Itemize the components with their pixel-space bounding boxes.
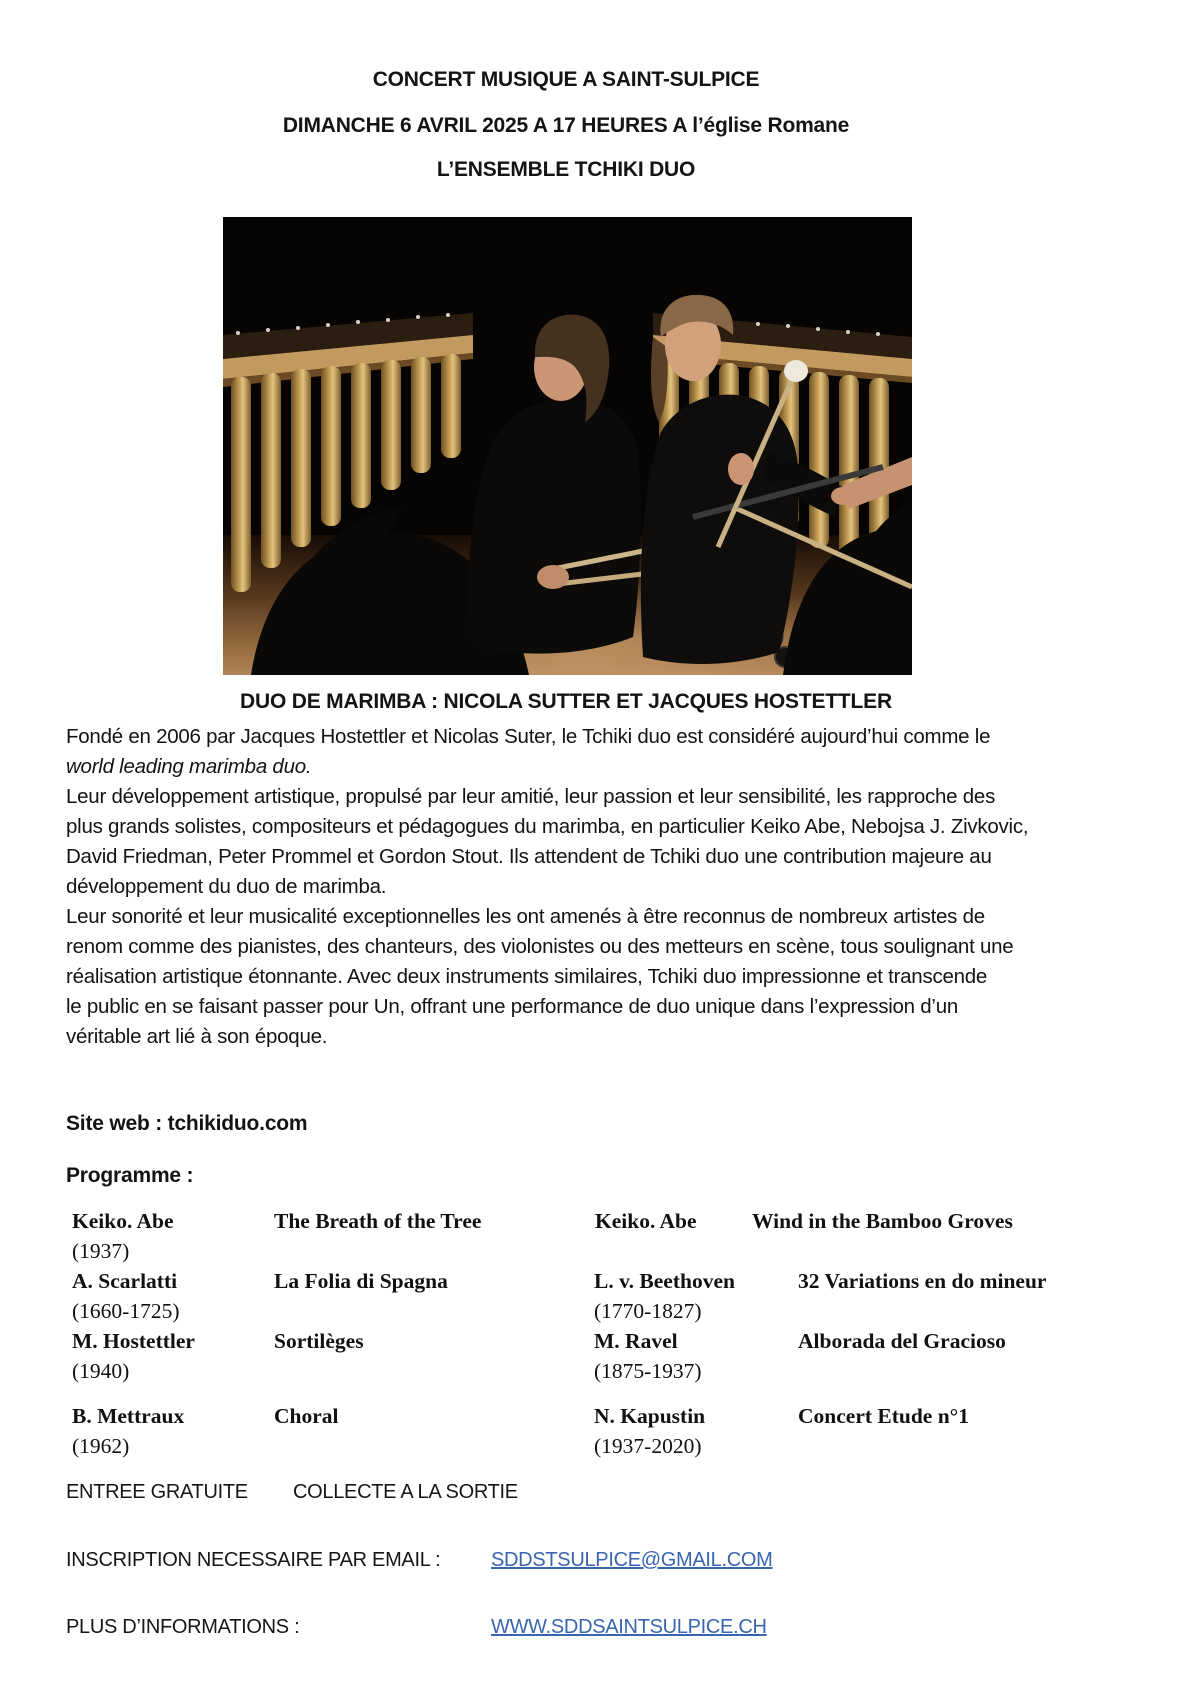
- programme-heading: Programme :: [66, 1164, 194, 1187]
- composer-years: (1770-1827): [594, 1299, 702, 1323]
- piece-title: Alborada del Gracioso: [798, 1329, 1006, 1353]
- piece-title: Wind in the Bamboo Groves: [752, 1209, 1013, 1233]
- about-line-italic: world leading marimba duo.: [66, 755, 312, 778]
- piece-title: Choral: [274, 1404, 339, 1428]
- piece-title: Concert Etude n°1: [798, 1404, 970, 1428]
- page-title: CONCERT MUSIQUE A SAINT-SULPICE: [372, 68, 760, 91]
- programme-row: [66, 1401, 1076, 1463]
- composer-name: L. v. Beethoven: [594, 1269, 735, 1293]
- site-web-line: Site web : tchikiduo.com: [66, 1112, 308, 1135]
- programme-row: [66, 1206, 1076, 1268]
- concert-photo: [223, 217, 912, 675]
- about-line: Fondé en 2006 par Jacques Hostettler et Nicolas Suter, le Tchiki duo est considéré aujourd’hui comme le: [66, 725, 991, 748]
- about-line: David Friedman, Peter Prommel et Gordon Stout. Ils attendent de Tchiki duo une contribution majeure au: [66, 845, 992, 868]
- free-entry-label: ENTREE GRATUITE: [66, 1481, 248, 1503]
- composer-name: M. Ravel: [594, 1329, 678, 1353]
- about-line: plus grands solistes, compositeurs et pédagogues du marimba, en particulier Keiko Abe, Nebojsa J. Zivkovic,: [66, 815, 1029, 838]
- composer-years: (1940): [72, 1359, 130, 1383]
- composer-name: A. Scarlatti: [72, 1269, 178, 1293]
- about-paragraph: [66, 722, 1076, 1052]
- composer-years: (1962): [72, 1434, 130, 1458]
- composer-name: Keiko. Abe: [595, 1209, 697, 1233]
- photo-caption: DUO DE MARIMBA : NICOLA SUTTER ET JACQUES HOSTETTLER: [240, 690, 892, 713]
- composer-name: B. Mettraux: [72, 1404, 185, 1428]
- composer-years: (1937-2020): [594, 1434, 702, 1458]
- about-line: Leur développement artistique, propulsé par leur amitié, leur passion et leur sensibilité, les rapproche des: [66, 785, 996, 808]
- piece-title: 32 Variations en do mineur: [798, 1269, 1047, 1293]
- composer-name: Keiko. Abe: [72, 1209, 174, 1233]
- programme-row: [66, 1326, 1076, 1388]
- piece-title: La Folia di Spagna: [274, 1269, 448, 1293]
- piece-title: Sortilèges: [274, 1329, 364, 1353]
- programme-row: [66, 1266, 1076, 1328]
- marimba-duo-photo-illustration: [223, 217, 912, 675]
- composer-years: (1875-1937): [594, 1359, 702, 1383]
- about-line: réalisation artistique étonnante. Avec deux instruments similaires, Tchiki duo impressionne et transcende: [66, 965, 988, 988]
- date-line: DIMANCHE 6 AVRIL 2025 A 17 HEURES A l’église Romane: [282, 114, 850, 137]
- about-line: le public en se faisant passer pour Un, offrant une performance de duo unique dans l’expression d’un: [66, 995, 959, 1018]
- composer-name: M. Hostettler: [72, 1329, 195, 1353]
- website-link[interactable]: WWW.SDDSAINTSULPICE.CH: [491, 1616, 767, 1638]
- email-instruction-label: INSCRIPTION NECESSAIRE PAR EMAIL :: [66, 1549, 441, 1571]
- about-line: renom comme des pianistes, des chanteurs, des violonistes ou des metteurs en scène, tous soulignant une: [66, 935, 1014, 958]
- collection-label: COLLECTE A LA SORTIE: [293, 1481, 518, 1503]
- about-line: Leur sonorité et leur musicalité exceptionnelles les ont amenés à être reconnus de nombreux artistes de: [66, 905, 985, 928]
- composer-years: (1660-1725): [72, 1299, 180, 1323]
- email-link[interactable]: SDDSTSULPICE@GMAIL.COM: [491, 1549, 773, 1571]
- composer-years: (1937): [72, 1239, 130, 1263]
- more-info-label: PLUS D’INFORMATIONS :: [66, 1616, 300, 1638]
- ensemble-line: L’ENSEMBLE TCHIKI DUO: [436, 158, 696, 181]
- composer-name: N. Kapustin: [594, 1404, 706, 1428]
- about-line: développement du duo de marimba.: [66, 875, 387, 898]
- piece-title: The Breath of the Tree: [274, 1209, 482, 1233]
- about-line: véritable art lié à son époque.: [66, 1025, 328, 1048]
